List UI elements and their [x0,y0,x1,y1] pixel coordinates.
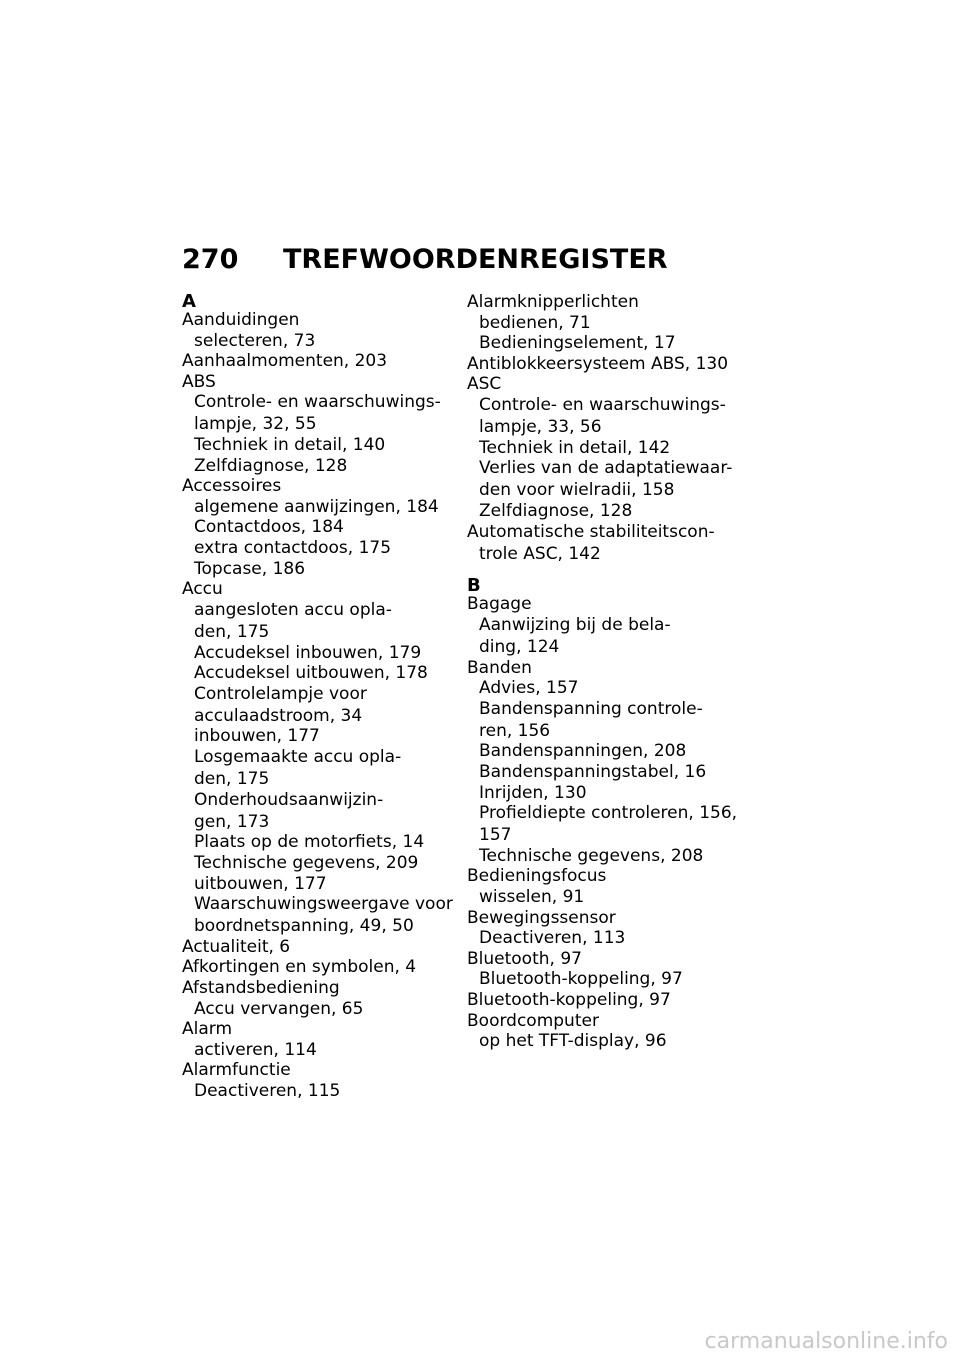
index-subentry [467,458,750,501]
index-subentry: Deactiveren, 115 [194,1080,341,1101]
index-subentry-continuation: boordnetspanning, 49, 50 [194,916,414,937]
index-entry: Antiblokkeersysteem ABS, 130 [467,353,729,374]
index-entry-continuation [467,542,750,564]
index-subentry: Advies, 157 [479,678,579,699]
index-entry: Alarmfunctie [182,1060,291,1081]
index-subentry: Accudeksel uitbouwen, 178 [194,663,428,684]
index-subentry [182,392,458,435]
index-subentry: Plaats op de motorfiets, 14 [194,832,425,853]
index-subentry: Techniek in detail, 140 [194,435,386,456]
index-subentry: Techniek in detail, 142 [479,437,671,458]
index-entry: Alarmknipperlichten [467,292,639,312]
index-entry [467,522,750,565]
index-subentry: Bluetooth-koppeling, 97 [479,969,683,990]
index-entry-line: Automatische stabiliteitscon- [467,521,715,542]
index-subentry: Technische gegevens, 209 [194,852,419,873]
page-number: 270 [182,244,239,275]
index-subentry-continuation: ding, 124 [479,636,560,657]
index-subentry-continuation: gen, 173 [194,811,270,832]
index-entry: Aanduidingen [182,310,300,330]
index-subentry: inbouwen, 177 [194,726,320,747]
index-subentry: Inrijden, 130 [479,782,587,803]
index-letter-b: B [467,575,481,597]
index-subentry: extra contactdoos, 175 [194,538,392,559]
index-subentry [467,699,750,742]
index-entry: Bagage [467,594,532,615]
index-entry: Bluetooth, 97 [467,948,582,969]
index-entry: Boordcomputer [467,1010,599,1031]
index-subentry-line: Controlelampje voor [194,683,367,704]
index-subentry-continuation: ren, 156 [479,720,551,741]
index-column-right [467,292,750,1052]
page-title: TREFWOORDENREGISTER [283,244,668,275]
index-entry: Accessoires [182,476,282,497]
index-subentry: Topcase, 186 [194,558,306,579]
watermark-text: carmanualsonline.info [704,1329,948,1354]
index-subentry [182,747,458,790]
index-subentry-continuation: acculaadstroom, 34 [194,705,363,726]
index-subentry: Zelfdiagnose, 128 [194,455,348,476]
index-subentry: activeren, 114 [194,1039,317,1060]
index-subentry: wisselen, 91 [479,887,585,908]
index-subentry: Accudeksel inbouwen, 179 [194,642,422,663]
index-subentry-continuation: lampje, 32, 55 [194,414,317,435]
index-subentry-line: aangesloten accu opla- [194,599,392,620]
index-subentry: selecteren, 73 [194,330,316,351]
index-letter-a: A [182,291,196,312]
index-subentry: Zelfdiagnose, 128 [479,500,633,521]
index-subentry: algemene aanwijzingen, 184 [194,496,439,517]
index-subentry: uitbouwen, 177 [194,873,327,894]
index-entry: Aanhaalmomenten, 203 [182,351,388,372]
index-subentry [182,894,458,937]
index-subentry-line: Controle- en waarschuwings- [194,392,441,413]
page-header [182,244,668,276]
index-entry: Afstandsbediening [182,978,340,998]
index-entry: Bluetooth-koppeling, 97 [467,990,671,1010]
index-subentry: Deactiveren, 113 [479,928,626,949]
index-entry: ASC [467,374,502,395]
index-entry: ABS [182,371,216,392]
index-subentry-continuation: 157 [479,825,512,846]
index-subentry: Bedieningselement, 17 [479,333,676,354]
index-subentry-line: Bandenspanning controle- [479,698,703,719]
index-subentry-line: Losgemaakte accu opla- [194,746,402,767]
index-subentry-line: Waarschuwingsweergave voor [194,894,453,915]
index-entry: Banden [467,657,532,678]
index-entry: Alarm [182,1019,233,1040]
index-entry: Actualiteit, 6 [182,936,291,957]
index-subentry: Bandenspanningstabel, 16 [479,761,707,782]
index-entry: Bewegingssensor [467,907,616,928]
index-subentry [182,790,458,833]
index-subentry-line: Aanwijzing bij de bela- [479,614,671,635]
index-subentry-line: Profieldiepte controleren, 156, [479,803,738,824]
index-entry: Accu [182,579,223,600]
index-subentry-continuation: den voor wielradii, 158 [479,480,675,501]
index-subentry [182,684,458,727]
index-entry-continuation-text: trole ASC, 142 [479,543,601,564]
index-subentry: op het TFT-display, 96 [479,1031,667,1052]
index-subentry: Accu vervangen, 65 [194,998,364,1019]
index-entry: Bedieningsfocus [467,866,607,887]
index-subentry-line: Onderhoudsaanwijzin- [194,789,384,810]
index-subentry [467,803,750,846]
index-subentry: Bandenspanningen, 208 [479,741,687,762]
index-entry: Afkortingen en symbolen, 4 [182,957,417,978]
index-subentry-continuation: den, 175 [194,621,270,642]
index-subentry-continuation: lampje, 33, 56 [479,417,602,438]
index-subentry [467,615,750,658]
index-subentry-line: Verlies van de adaptatiewaar- [479,458,733,479]
index-subentry: Technische gegevens, 208 [479,845,704,866]
index-subentry: Contactdoos, 184 [194,517,344,538]
index-column-left [182,292,458,1102]
index-subentry [467,395,750,438]
index-subentry [182,600,458,643]
index-subentry-continuation: den, 175 [194,769,270,790]
index-subentry-line: Controle- en waarschuwings- [479,394,726,415]
index-subentry: bedienen, 71 [479,312,591,333]
